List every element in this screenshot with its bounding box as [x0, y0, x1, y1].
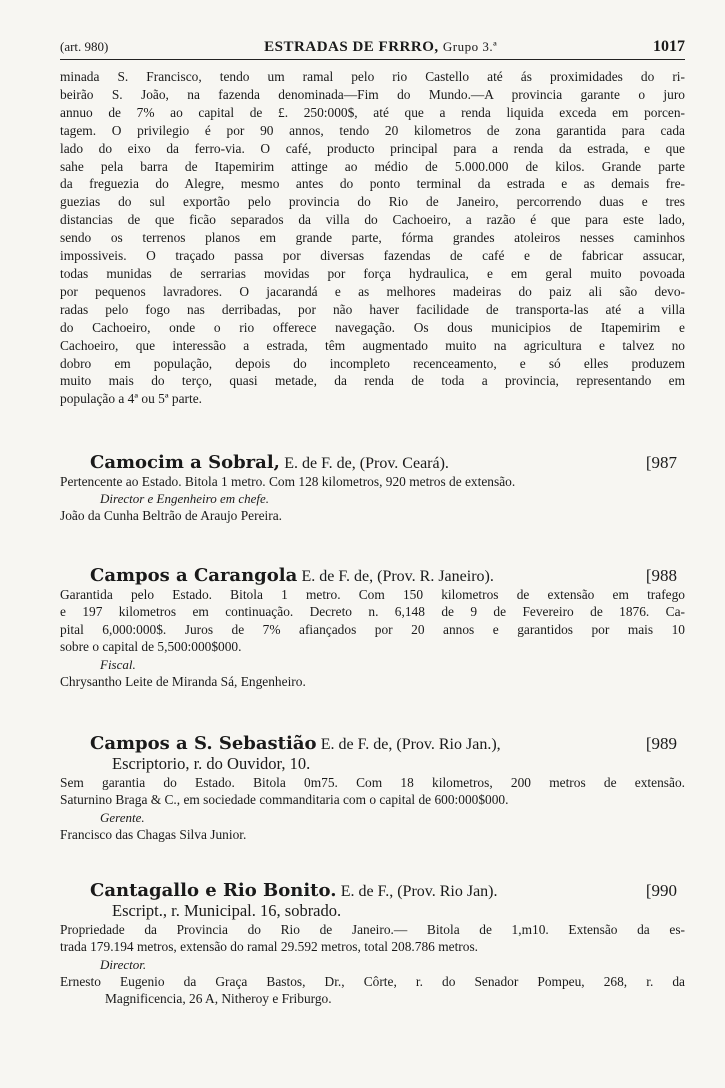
entry-heading — [90, 733, 501, 754]
intro-line: distancias de que ficão separados da villa do Cachoeiro, a razão é que para este lado, — [60, 212, 685, 228]
intro-line: annuo de 7% ao capital de £. 250:000$, até que a renda liquida exceda em porcen- — [60, 104, 685, 120]
entry-name: Cantagallo e Rio Bonito. — [90, 880, 337, 901]
entry-role: Fiscal. — [100, 656, 136, 672]
entry-number: [989 — [645, 734, 677, 753]
entry-title-row — [60, 880, 685, 901]
entry-title-row — [60, 733, 685, 754]
entry-campos-sao-sebastiao — [60, 733, 685, 843]
section-title — [264, 39, 497, 56]
entry-role: Director. — [100, 956, 147, 972]
entry-number: [990 — [645, 881, 677, 900]
entry-name: Campos a S. Sebastião — [90, 733, 317, 754]
entry-person: Magnificencia, 26 A, Nitheroy e Friburgo. — [105, 990, 332, 1006]
entry-body-line: trada 179.194 metros, extensão do ramal 29.592 metros, total 208.786 metros. — [60, 939, 478, 955]
intro-line: beirão S. João, na fazenda denominada—Fim do Mundo.—A provincia garante o juro — [60, 86, 685, 102]
section-title-text: ESTRADAS DE FRRRO, — [264, 39, 439, 55]
entry-person: Ernesto Eugenio da Graça Bastos, Dr., Côrte, r. do Senador Pompeu, 268, r. da — [60, 973, 685, 989]
intro-line: sendo os terrenos planos em grande parte, fórma grandes atoleiros nesses caminhos — [60, 230, 685, 246]
entry-number: [987 — [645, 453, 677, 472]
entry-body-line: Pertencente ao Estado. Bitola 1 metro. Com 128 kilometros, 920 metros de extensão. — [60, 474, 516, 489]
entry-heading — [90, 452, 449, 473]
entry-body-line: e 197 kilometros em continuação. Decreto n. 6,148 de 9 de Fevereiro de 1876. Ca- — [60, 604, 685, 620]
intro-line: muito mais do terço, quasi metade, da renda de toda a provincia, representando em — [60, 373, 685, 389]
entry-desc: E. de F. de, (Prov. Rio Jan.), — [320, 736, 501, 753]
entry-heading — [90, 880, 498, 901]
entry-desc: E. de F., (Prov. Rio Jan). — [340, 883, 498, 900]
entry-office: Escriptorio, r. do Ouvidor, 10. — [112, 754, 311, 773]
intro-line: população a 4ª ou 5ª parte. — [60, 391, 202, 407]
intro-line: lado do eixo da ferro-via. O café, producto principal para a renda da estrada, e que — [60, 140, 685, 156]
intro-line: por pequenos lavradores. O jacarandá e as melhores madeiras do paiz ali são devo- — [60, 283, 685, 299]
document-page — [60, 38, 685, 408]
entry-role: Director e Engenheiro em chefe. — [100, 491, 270, 507]
article-ref: (art. 980) — [60, 39, 109, 54]
entry-body-line: Saturnino Braga & C., em sociedade commanditaria com o capital de 600:000$000. — [60, 792, 509, 808]
entry-body-line: Garantida pelo Estado. Bitola 1 metro. Com 150 kilometros de extensão em trafego — [60, 587, 685, 602]
entry-person: Chrysantho Leite de Miranda Sá, Engenheiro. — [60, 673, 306, 689]
intro-line: radas pelo fogo nas derribadas, por não haver facilidade de transporta-las até a villa — [60, 301, 685, 317]
entry-title-row — [60, 452, 685, 473]
entry-body-line: pital 6,000:000$. Juros de 7% afiançados por 20 annos e garantidos por mais 10 — [60, 621, 685, 637]
entry-number: [988 — [645, 566, 677, 585]
intro-line: todas munidas de serrarias movidas por força hydraulica, e em geral muito povoada — [60, 265, 685, 281]
entry-body-line: Propriedade da Provincia do Rio de Janeiro.— Bitola de 1,m10. Extensão da es- — [60, 922, 685, 937]
page-header — [60, 38, 685, 60]
entry-name: Camocim a Sobral, — [90, 452, 280, 473]
entry-person: Francisco das Chagas Silva Junior. — [60, 826, 247, 842]
intro-line: guezias do sul exportão pelo provincia do Rio de Janeiro, percorrendo duas e tres — [60, 194, 685, 210]
intro-line: impossiveis. O traçado passa por diversas fazendas de café e de fabricar assucar, — [60, 248, 685, 264]
entry-heading — [90, 565, 494, 586]
entry-campos-carangola — [60, 565, 685, 690]
entry-office: Escript., r. Municipal. 16, sobrado. — [112, 901, 342, 920]
page-number: 1017 — [652, 38, 685, 55]
intro-line: Cachoeiro, que interessão a estrada, têm augmentado muito na agricultura e talvez no — [60, 337, 685, 353]
entry-camocim-sobral — [60, 452, 685, 524]
entry-body-line: sobre o capital de 5,500:000$000. — [60, 639, 242, 655]
entry-name: Campos a Carangola — [90, 565, 298, 586]
intro-line: do Cachoeiro, onde o rio offerece navegação. Os dous municipios de Itapemirim e — [60, 319, 685, 335]
entry-body-line: Sem garantia do Estado. Bitola 0m75. Com 18 kilometros, 200 metros de extensão. — [60, 775, 685, 790]
entry-desc: E. de F. de, (Prov. R. Janeiro). — [301, 568, 494, 585]
intro-line: da freguezia do Alegre, mesmo antes do ponto terminal da estrada e as demais fre- — [60, 176, 685, 192]
entry-person: João da Cunha Beltrão de Araujo Pereira. — [60, 508, 282, 524]
group-label: Grupo 3.ª — [442, 39, 498, 54]
entry-cantagallo-rio-bonito — [60, 880, 685, 1007]
entry-desc: E. de F. de, (Prov. Ceará). — [284, 455, 449, 472]
intro-line: dobro em população, depois do incompleto recenceamento, e só elles produzem — [60, 355, 685, 371]
intro-paragraph — [60, 68, 685, 408]
intro-line: sahe pela barra de Itapemirim attinge ao médio de 5.000.000 de kilos. Grande parte — [60, 158, 685, 174]
entry-role: Gerente. — [100, 809, 145, 825]
entry-title-row — [60, 565, 685, 586]
intro-line: tagem. O privilegio é por 90 annos, tendo 20 kilometros de zona garantida para cada — [60, 122, 685, 138]
intro-line: minada S. Francisco, tendo um ramal pelo rio Castello até ás proximidades do ri- — [60, 69, 685, 84]
